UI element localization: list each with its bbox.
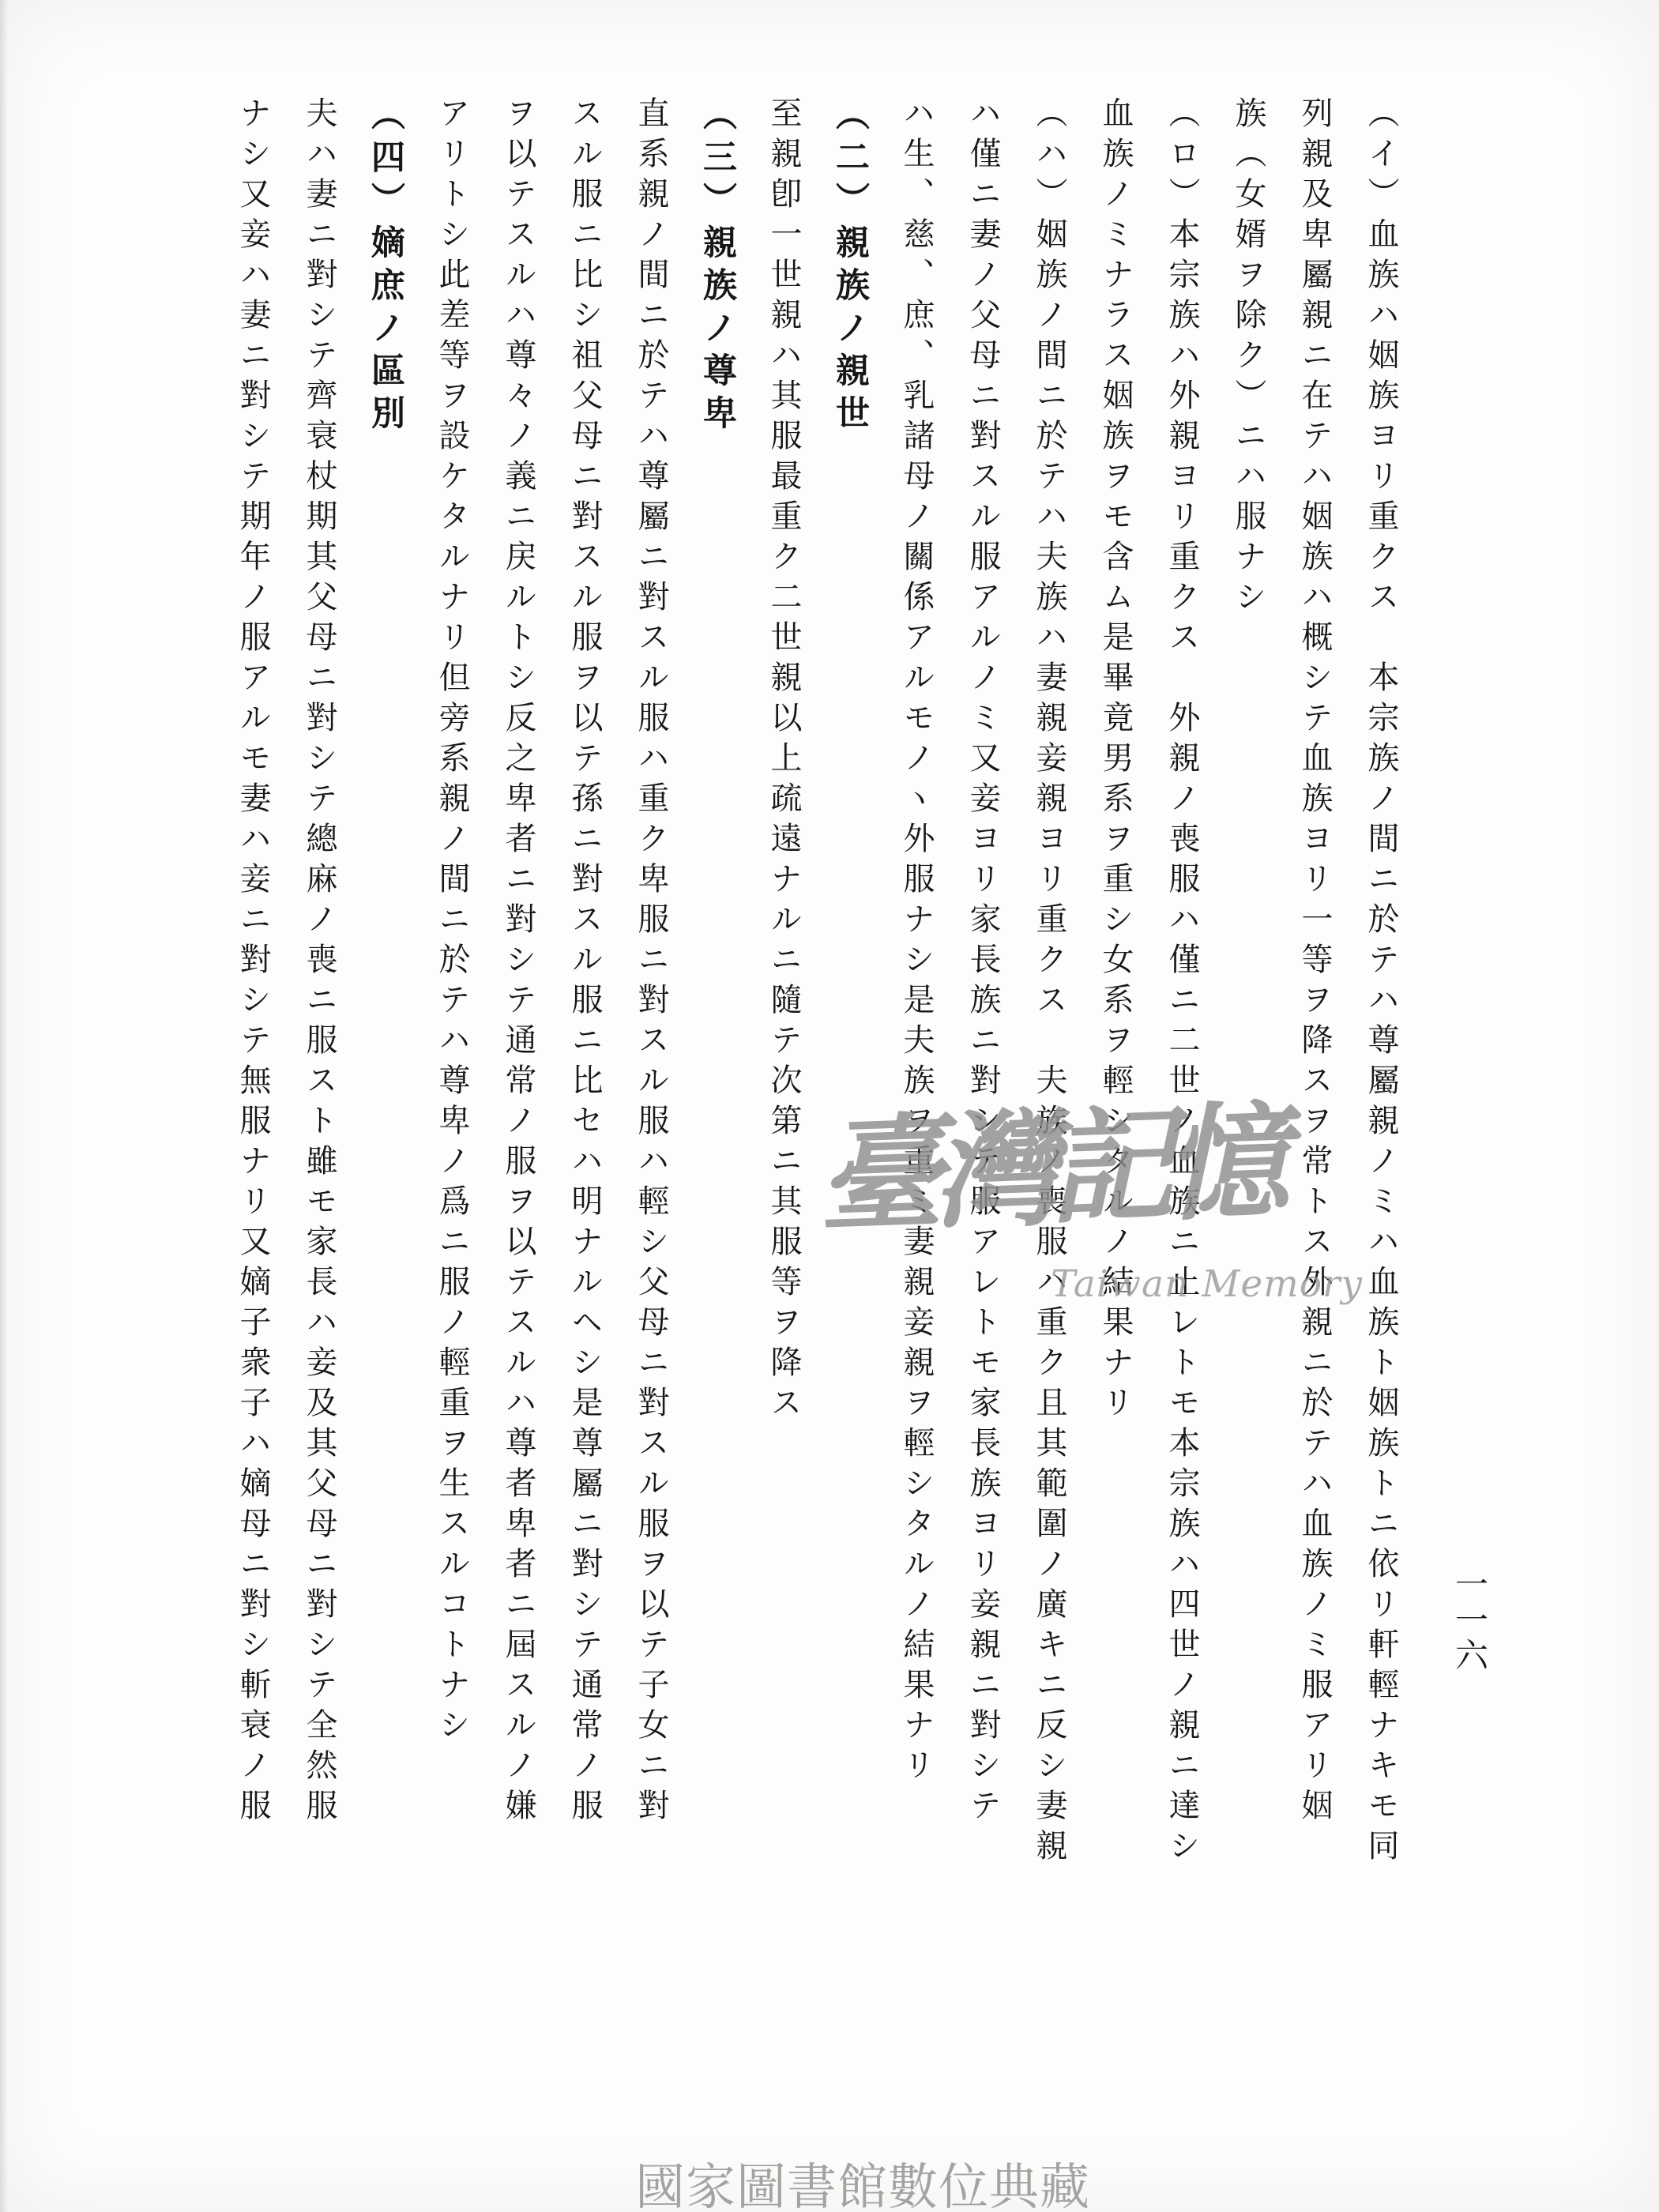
watermark-cjk-text: 臺灣記憶 (814, 1088, 1282, 1251)
text-column: ハ生、慈、庶、乳諸母ノ關係アルモノヽ外服ナシ是夫族ヲ重ミ妻親妾親ヲ輕シタルノ結果ナリ (898, 96, 935, 1789)
text-column: 至親卽一世親ハ其服最重ク二世親以上疏遠ナルニ隨テ次第ニ其服等ヲ降ス (766, 96, 802, 1426)
text-column: 夫ハ妻ニ對シテ齊衰杖期其父母ニ對シテ總麻ノ喪ニ服スト雖モ家長ハ妾及其父母ニ對シテ全然服 (301, 96, 337, 1829)
watermark-latin-text: Taiwan Memory (1051, 1262, 1364, 1306)
text-column: （ハ）姻族ノ間ニ於テハ夫族ハ妻親妾親ヨリ重クス 夫族ノ喪服ハ重ク且其範圍ノ廣キニ反シ妻親 (1031, 96, 1067, 1869)
text-column: 族（女婿ヲ除ク）ニハ服ナシ (1230, 96, 1266, 620)
scan-edge-shadow (0, 0, 8, 2212)
text-column: ハ僅ニ妻ノ父母ニ對スル服アルノミ又妾ヨリ家長族ニ對シテ服アレトモ家長族ヨリ妾親ニ對シテ (965, 96, 1001, 1829)
section-heading-column: （四）嫡庶ノ區別 (366, 96, 405, 438)
text-column: （イ）血族ハ姻族ヨリ重クス 本宗族ノ間ニ於テハ尊屬親ノミハ血族ト姻族トニ依リ軒輕ナキモ同 (1363, 96, 1399, 1869)
section-heading-column: （三）親族ノ尊卑 (698, 96, 737, 438)
text-column: スル服ニ比シ祖父母ニ對スル服ヲ以テ孫ニ對スル服ニ比セハ明ナルヘシ是尊屬ニ對シテ通常ノ服 (566, 96, 603, 1829)
text-column: アリトシ此差等ヲ設ケタルナリ但旁系親ノ間ニ於テハ尊卑ノ爲ニ服ノ輕重ヲ生スルコトナシ (434, 96, 470, 1748)
text-column: 列親及卑屬親ニ在テハ姻族ハ概シテ血族ヨリ一等ヲ降スヲ常トス外親ニ於テハ血族ノミ服アリ姻 (1296, 96, 1333, 1829)
archive-footer-caption: 國家圖書館數位典藏 (635, 2158, 1090, 2212)
vertical-text-block (217, 96, 1414, 1961)
page-number: 一一六 (1450, 1567, 1489, 1673)
text-column: （ロ）本宗族ハ外親ヨリ重クス 外親ノ喪服ハ僅ニ二世ノ血族ニ止レトモ本宗族ハ四世ノ親ニ達シ (1164, 96, 1200, 1869)
text-column: ヲ以テスルハ尊々ノ義ニ戻ルトシ反之卑者ニ對シテ通常ノ服ヲ以テスルハ尊者卑者ニ屆スルノ嫌 (500, 96, 536, 1829)
text-column: 直系親ノ間ニ於テハ尊屬ニ對スル服ハ重ク卑服ニ對スル服ハ輕シ父母ニ對スル服ヲ以テ子女ニ對 (633, 96, 669, 1829)
text-column: 血族ノミナラス姻族ヲモ含ム是畢竟男系ヲ重シ女系ヲ輕シタルノ結果ナリ (1097, 96, 1134, 1426)
section-heading-column: （二）親族ノ親世 (830, 96, 870, 438)
text-column: ナシ又妾ハ妻ニ對シテ期年ノ服アルモ妻ハ妾ニ對シテ無服ナリ又嫡子衆子ハ嫡母ニ對シ斬衰ノ服 (235, 96, 271, 1829)
